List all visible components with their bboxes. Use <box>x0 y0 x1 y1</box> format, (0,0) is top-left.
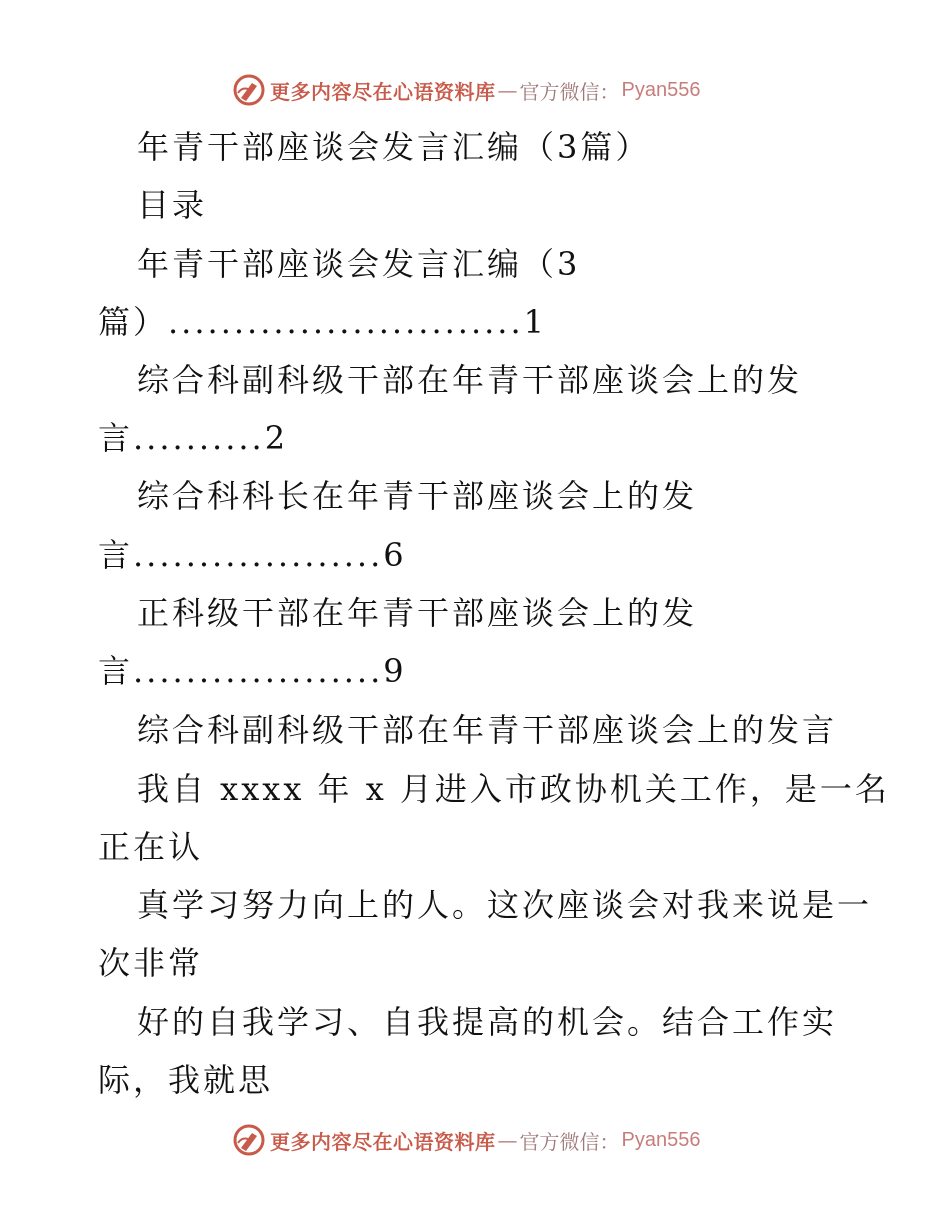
body-paragraph-3-line2: 际，我就思 <box>98 1061 274 1099</box>
body-paragraph-2-line1: 真学习努力向上的人。这次座谈会对我来说是一 <box>137 886 873 924</box>
toc-entry-2-line1: 综合科副科级干部在年青干部座谈会上的发 <box>137 361 803 399</box>
body-paragraph-1-line1: 我自 xxxx 年 x 月进入市政协机关工作，是一名 <box>137 770 890 808</box>
toc-entry-3-line1: 综合科科长在年青干部座谈会上的发 <box>137 477 698 515</box>
toc-heading: 目录 <box>137 186 208 224</box>
toc-entry-1-line2: 篇）...........................1 <box>98 303 548 341</box>
watermark-footer <box>232 1122 700 1158</box>
body-paragraph-3-line1: 好的自我学习、自我提高的机会。结合工作实 <box>137 1003 838 1041</box>
watermark-header <box>232 72 700 108</box>
toc-entry-2-line2: 言..........2 <box>98 419 289 457</box>
pen-nib-logo-icon <box>232 73 266 107</box>
body-paragraph-2-line2: 次非常 <box>98 944 204 982</box>
watermark-separator: — <box>497 1128 518 1152</box>
toc-entry-1-line1: 年青干部座谈会发言汇编（3 <box>137 245 581 283</box>
section-title: 综合科副科级干部在年青干部座谈会上的发言 <box>137 711 838 749</box>
watermark-separator: — <box>497 78 518 102</box>
watermark-brand: 更多内容尽在心语资料库 <box>270 1129 496 1154</box>
watermark-brand: 更多内容尽在心语资料库 <box>270 79 496 104</box>
watermark-wechat-label: 官方微信： <box>519 1129 620 1154</box>
toc-entry-4-line2: 言...................9 <box>98 652 407 690</box>
watermark-wechat-id: Pyan556 <box>621 78 701 101</box>
document-title: 年青干部座谈会发言汇编（3篇） <box>137 128 651 166</box>
watermark-wechat-id: Pyan556 <box>621 1128 701 1151</box>
body-paragraph-1-line2: 正在认 <box>98 828 204 866</box>
toc-entry-4-line1: 正科级干部在年青干部座谈会上的发 <box>137 594 698 632</box>
pen-nib-logo-icon <box>232 1123 266 1157</box>
watermark-wechat-label: 官方微信： <box>519 79 620 104</box>
toc-entry-3-line2: 言...................6 <box>98 536 407 574</box>
